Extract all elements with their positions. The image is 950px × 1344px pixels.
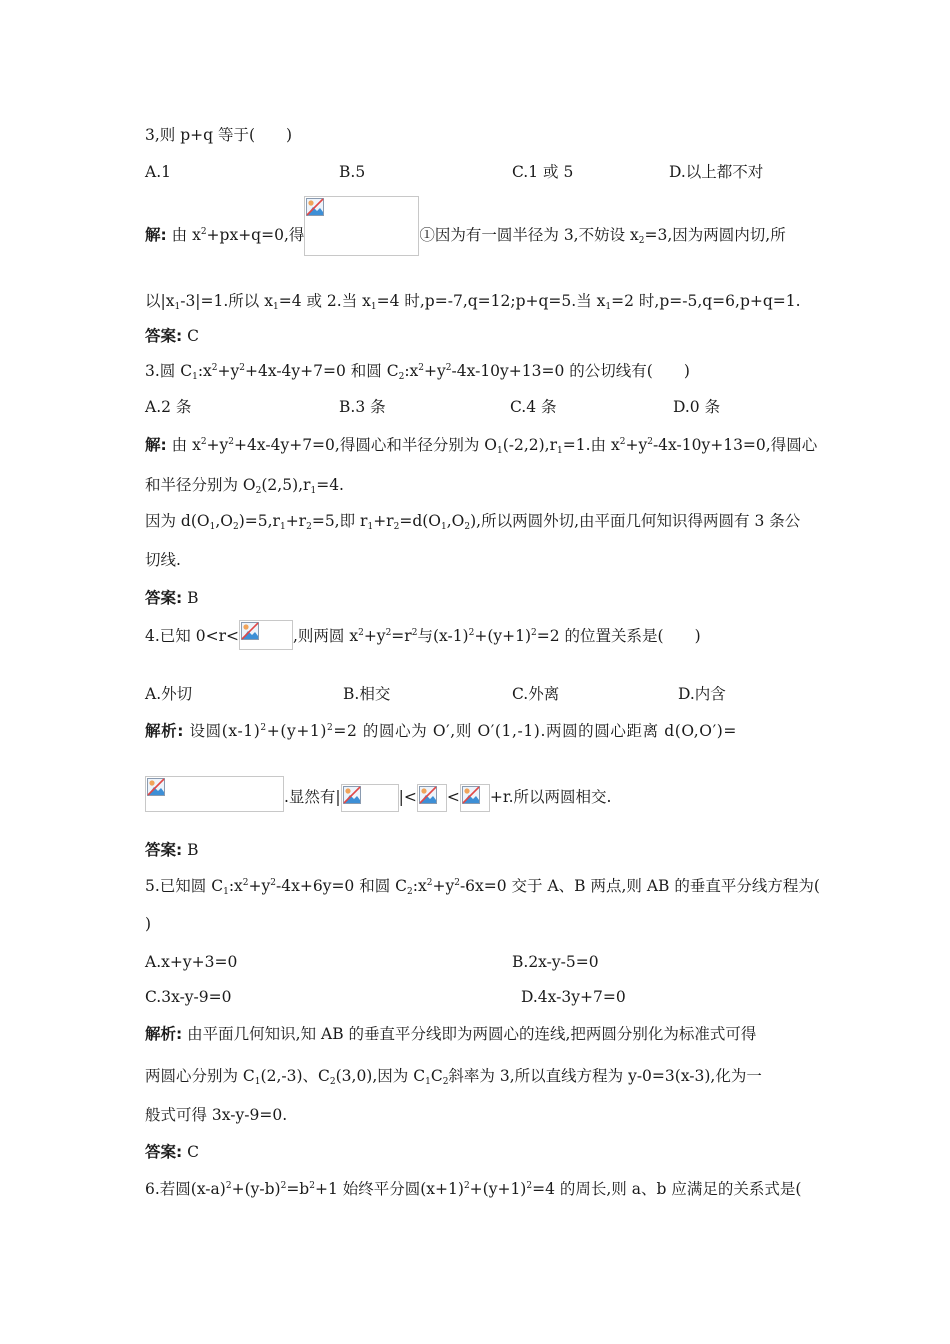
q2-option-d: D.以上都不对 — [669, 163, 764, 181]
q3-solution-line-2: 和半径分别为 $O_2(2,5),r_1=4$. — [145, 476, 344, 496]
q2-option-c: C.1 或 5 — [512, 163, 574, 181]
q4-solution-line-1: 解析: 设圆$(x-1)^2+(y+1)^2=2$ 的圆心为 O′,则 O′(1,-1).两圆的圆心距离 d(O,O′)= — [145, 722, 737, 740]
broken-image-icon — [343, 786, 361, 804]
q3-option-a: A.2 条 — [145, 398, 192, 416]
q5-option-a: A.x+y+3=0 — [145, 953, 238, 971]
q4-option-b: B.相交 — [343, 685, 391, 703]
q5-option-b: B.2x-y-5=0 — [512, 953, 599, 971]
q5-option-c: C.3x-y-9=0 — [145, 988, 232, 1006]
broken-image-icon — [147, 778, 165, 796]
broken-image-icon — [462, 786, 480, 804]
q5-answer: 答案: C — [145, 1143, 200, 1161]
q2-option-a: A.1 — [145, 163, 171, 181]
q5-stem: 5.已知圆 $C_1:x^2+y^2-4x+6y=0$ 和圆 $C_2:x^2+y^2-6x=0$ 交于 A、B 两点,则 AB 的垂直平分线方程为( — [145, 877, 820, 897]
q2-answer: 答案: C — [145, 327, 200, 345]
q4-answer: 答案: B — [145, 841, 199, 859]
q2-solution-line-2: 以$|x_1-3|=1$.所以 $x_1=4$ 或 2.当 $x_1=4$ 时,p=-7,q=12;p+q=5.当 $x_1=2$ 时,p=-5,q=6,p+q=1. — [145, 292, 801, 312]
q5-stem-line-2: ) — [145, 915, 152, 933]
q4-solution-line-2: .显然有| |< < +r.所以两圆相交. — [145, 784, 611, 812]
formula-image — [341, 784, 399, 812]
q3-option-b: B.3 条 — [339, 398, 386, 416]
q2-option-b: B.5 — [339, 163, 366, 181]
q5-solution-line-3: 般式可得 3x-y-9=0. — [145, 1106, 288, 1124]
formula-image — [145, 776, 284, 812]
q3-solution-line-1: 解: 由 $x^2+y^2+4x-4y+7=0$,得圆心和半径分别为 $O_1(-2,2),r_1=1$.由 $x^2+y^2-4x-10y+13=0$,得圆心 — [145, 436, 818, 456]
broken-image-icon — [306, 198, 324, 216]
q4-option-c: C.外离 — [512, 685, 560, 703]
q3-option-d: D.0 条 — [673, 398, 721, 416]
q5-option-d: D.4x-3y+7=0 — [521, 988, 626, 1006]
q4-option-d: D.内含 — [678, 685, 726, 703]
q6-stem: 6.若圆$(x-a)^2+(y-b)^2=b^2+1$ 始终平分圆$(x+1)^2+(y+1)^2=4$ 的周长,则 a、b 应满足的关系式是( — [145, 1180, 802, 1198]
q2-stem: 3,则 p+q 等于( ) — [145, 126, 293, 144]
q5-solution-line-2: 两圆心分别为 $C_1(2,-3)$、$C_2(3,0)$,因为 $C_1C_2$斜率为 3,所以直线方程为 y-0=3(x-3),化为一 — [145, 1067, 762, 1087]
broken-image-icon — [241, 622, 259, 640]
broken-image-icon — [419, 786, 437, 804]
q3-solution-line-3: 因为 $d(O_1,O_2)=5,r_1+r_2=5$,即 $r_1+r_2=d(O_1,O_2)$,所以两圆外切,由平面几何知识得两圆有 3 条公 — [145, 512, 801, 532]
q4-option-a: A.外切 — [145, 685, 193, 703]
formula-image — [239, 620, 293, 650]
formula-image — [460, 784, 490, 812]
q3-option-c: C.4 条 — [510, 398, 557, 416]
q3-stem: 3.圆 $C_1:x^2+y^2+4x-4y+7=0$ 和圆 $C_2:x^2+y^2-4x-10y+13=0$ 的公切线有( ) — [145, 362, 690, 382]
formula-image — [417, 784, 447, 812]
q2-solution-line-1: 解: 由 $x^2+px+q=0$,得 ①因为有一圆半径为 3,不妨设 $x_2=3$,因为两圆内切,所 — [145, 216, 786, 256]
q4-stem: 4.已知 0<r< ,则两圆 $x^2+y^2=r^2$与$(x-1)^2+(y+1)^2=2$ 的位置关系是( ) — [145, 624, 701, 650]
q3-answer: 答案: B — [145, 589, 199, 607]
formula-image — [304, 196, 419, 256]
q3-solution-line-4: 切线. — [145, 551, 181, 569]
q5-solution-line-1: 解析: 由平面几何知识,知 AB 的垂直平分线即为两圆心的连线,把两圆分别化为标准式可得 — [145, 1025, 757, 1043]
